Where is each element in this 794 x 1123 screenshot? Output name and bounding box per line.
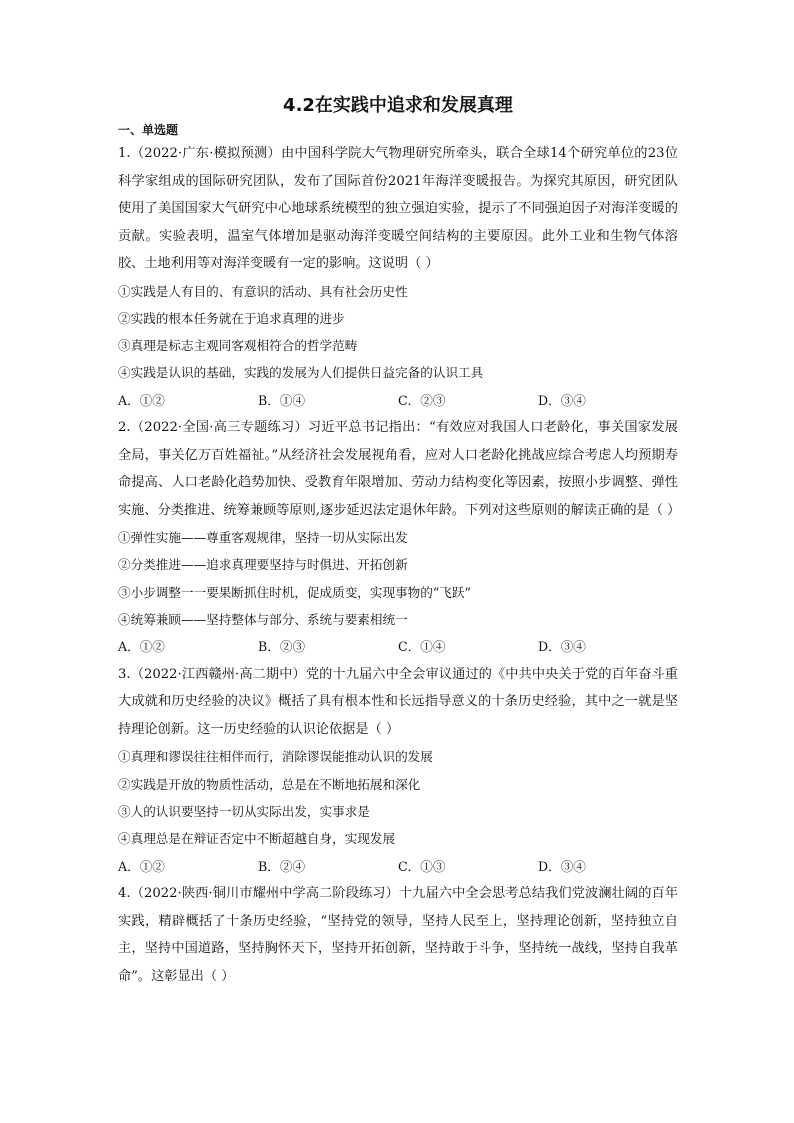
choice-a: A．①②	[118, 858, 165, 874]
option-statement: ③人的认识要坚持一切从实际出发，实事求是	[118, 803, 370, 819]
option-statement: ④真理总是在辩证否定中不断超越自身，实现发展	[118, 831, 396, 847]
choice-c: C．②③	[398, 392, 446, 408]
choice-b: B．②③	[258, 639, 306, 655]
choice-d: D．③④	[538, 392, 586, 408]
choice-b: B．②④	[258, 858, 306, 874]
question-stem: 1.（2022·广东·模拟预测）由中国科学院大气物理研究所牵头，联合全球14个研究单位的23位科学家组成的国际研究团队，发布了国际首份2021年海洋变暖报告。为探究其原因，研究团队使用了美国国家大气研究中心地球系统模型的独立强迫实验，提示了不同强迫因子对海洋变暖的贡献。实验表明，温室气体增加是驱动海洋变暖空间结构的主要原因。此外工业和生物气体溶胶、土地利用等对海洋变暖有一定的影响。这说明（ ）	[118, 146, 678, 271]
answer-choices	[118, 633, 678, 661]
option-statement: ③小步调整一一要果断抓住时机，促成质变，实现事物的“飞跃”	[118, 584, 471, 600]
choice-d: D．③④	[538, 858, 586, 874]
question-stem: 4.（2022·陕西·铜川市耀州中学高二阶段练习）十九届六中全会思考总结我们党波澜壮阔的百年实践，精辟概括了十条历史经验，“坚持党的领导，坚持人民至上，坚持理论创新，坚持独立自主，坚持中国道路，坚持胸怀天下，坚持开拓创新，坚持敢于斗争，坚持统一战线，坚持自我革命”。这彰显出（ ）	[118, 886, 678, 984]
choice-d: D．③④	[538, 639, 586, 655]
option-statement: ①实践是人有目的、有意识的活动、具有社会历史性	[118, 283, 408, 299]
choice-c: C．①④	[398, 639, 446, 655]
document-title: 4.2在实践中追求和发展真理	[283, 95, 513, 116]
option-statement: ③真理是标志主观同客观相符合的哲学范畴	[118, 338, 358, 354]
question-1	[118, 140, 678, 414]
option-statement: ②实践的根本任务就在于追求真理的进步	[118, 310, 345, 326]
question-3	[118, 661, 678, 880]
section-heading: 一、单选题	[118, 123, 179, 137]
option-statement: ④统筹兼顾——坚持整体与部分、系统与要素相统一	[118, 612, 408, 628]
question-stem: 2.（2022·全国·高三专题练习）习近平总书记指出：“有效应对我国人口老龄化，事关国家发展全局，事关亿万百姓福祉。”从经济社会发展视角看，应对人口老龄化挑战应综合考虑人均预期寿命提高、人口老龄化趋势加快、受教育年限增加、劳动力结构变化等因素，按照小步调整、弹性实施、分类推进、统筹兼顾等原则,逐步延迟法定退休年龄。下列对这些原则的解读正确的是（ ）	[118, 420, 681, 518]
option-statement: ②分类推进——追求真理要坚持与时俱进、开拓创新	[118, 557, 408, 573]
question-2	[118, 414, 681, 661]
option-statement: ②实践是开放的物质性活动，总是在不断地拓展和深化	[118, 776, 421, 792]
answer-choices	[118, 387, 678, 415]
question-stem: 3.（2022·江西赣州·高二期中）党的十九届六中全会审议通过的《中共中央关于党的百年奋斗重大成就和历史经验的决议》概括了具有根本性和长远指导意义的十条历史经验，其中之一就是坚持理论创新。这一历史经验的认识论依据是（ ）	[118, 666, 678, 737]
question-4	[118, 880, 678, 990]
choice-a: A．①②	[118, 392, 165, 408]
document-page	[118, 92, 681, 990]
option-statement: ①真理和谬误往往相伴而行，消除谬误能推动认识的发展	[118, 749, 433, 765]
answer-choices	[118, 853, 678, 881]
choice-c: C．①③	[398, 858, 446, 874]
choice-b: B．①④	[258, 392, 306, 408]
option-statement: ④实践是认识的基础，实践的发展为人们提供日益完备的认识工具	[118, 365, 484, 381]
choice-a: A．①②	[118, 639, 165, 655]
option-statement: ①弹性实施——尊重客观规律，坚持一切从实际出发	[118, 530, 408, 546]
